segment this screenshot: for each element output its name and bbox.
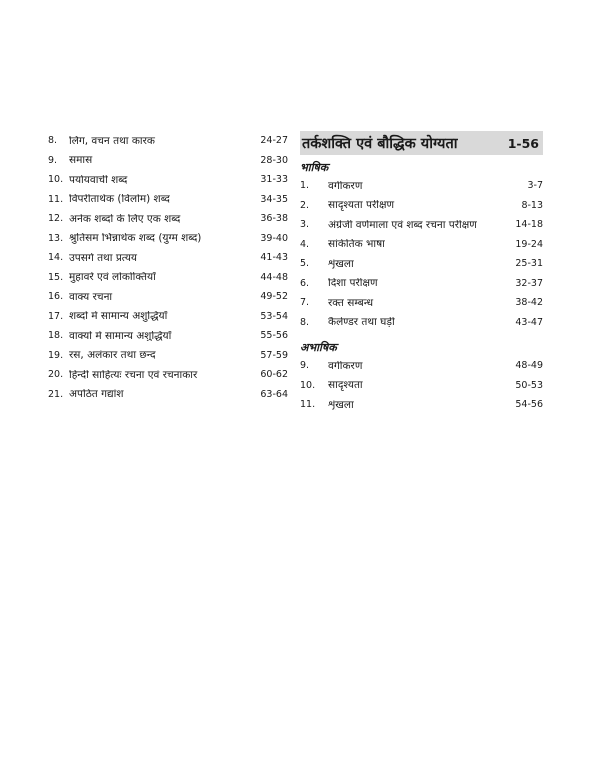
toc-row [300,215,543,235]
item-pages: 24-27 [260,135,288,146]
item-number: 15. [48,271,64,283]
toc-row [300,313,543,333]
toc-row [300,395,543,415]
item-pages: 50-53 [515,379,543,391]
item-title: अनेक शब्दों के लिए एक शब्द [69,213,181,224]
item-number: 5. [300,258,310,269]
toc-left-column [48,131,288,404]
item-pages: 25-31 [515,258,543,269]
item-title: अपठित गद्यांश [69,389,124,400]
item-number: 3. [300,219,310,230]
item-title: श्रुतिसम भिन्नार्थक शब्द (युग्म शब्द) [69,233,202,244]
item-number: 17. [48,310,64,322]
item-title: अंग्रेजी वर्णमाला एवं शब्द रचना परीक्षण [328,219,477,230]
item-pages: 38-42 [515,297,543,308]
toc-row [48,268,288,288]
item-title: सादृश्यता [328,380,363,391]
item-number: 7. [300,297,310,308]
item-title: पर्यायवाची शब्द [69,174,128,185]
item-number: 10. [48,174,64,185]
toc-row [48,326,288,346]
item-title: सादृश्यता परीक्षण [328,200,395,211]
item-number: 20. [48,369,64,380]
toc-row [48,131,288,151]
item-pages: 54-56 [515,399,543,410]
item-number: 4. [300,238,310,250]
item-title: रक्त सम्बन्ध [328,297,374,308]
item-title: शृंखला [328,399,354,410]
item-title: समास [69,155,93,166]
item-number: 6. [300,277,310,289]
item-title: हिन्दी साहित्यः रचना एवं रचनाकार [69,369,198,380]
section-page-range: 1-56 [507,135,539,151]
nonverbal-subheading: अभाषिक [300,340,337,354]
item-number: 14. [48,252,64,263]
item-pages: 3-7 [527,180,543,191]
item-pages: 31-33 [260,174,288,185]
toc-row [300,356,543,376]
toc-row [300,235,543,255]
item-pages: 57-59 [260,349,288,361]
item-number: 8. [300,316,310,328]
item-pages: 39-40 [260,232,288,244]
toc-row [300,293,543,313]
item-pages: 32-37 [515,277,543,289]
section-title: तर्कशक्ति एवं बौद्धिक योग्यता [302,136,458,152]
item-number: 21. [48,388,64,400]
item-number: 10. [300,379,316,391]
item-number: 19. [48,349,64,361]
item-pages: 19-24 [515,238,543,250]
item-title: वाक्य रचना [69,291,113,302]
toc-row [300,176,543,196]
item-number: 16. [48,291,64,302]
item-pages: 49-52 [260,291,288,302]
item-number: 11. [48,193,64,205]
item-pages: 36-38 [260,213,288,224]
item-pages: 44-48 [260,271,288,283]
item-number: 13. [48,232,64,244]
item-pages: 34-35 [260,193,288,205]
item-title: शृंखला [328,258,354,269]
item-pages: 60-62 [260,369,288,380]
item-title: वाक्यों में सामान्य अशुद्धियाँ [69,330,172,341]
toc-row [48,170,288,190]
item-number: 2. [300,199,310,211]
item-pages: 55-56 [260,330,288,341]
item-title: रस, अलंकार तथा छन्द [69,350,156,361]
item-title: सांकेतिक भाषा [328,239,385,250]
item-pages: 53-54 [260,310,288,322]
item-pages: 43-47 [515,316,543,328]
verbal-subheading: भाषिक [300,160,329,174]
item-pages: 63-64 [260,388,288,400]
toc-row [48,190,288,210]
nonverbal-list [300,356,543,415]
toc-row [48,307,288,327]
reasoning-section-header [300,131,543,155]
toc-row [48,365,288,385]
item-pages: 41-43 [260,252,288,263]
toc-row [48,209,288,229]
item-number: 1. [300,180,310,191]
item-pages: 48-49 [515,360,543,371]
toc-row [48,385,288,405]
item-title: लिंग, वचन तथा कारक [69,135,155,146]
item-title: दिशा परीक्षण [328,278,378,289]
item-title: वर्गीकरण [328,360,363,371]
item-title: वर्गीकरण [328,180,363,191]
item-title: विपरीतार्थक (विलोम) शब्द [69,194,170,205]
item-number: 18. [48,330,64,341]
item-title: मुहावरे एवं लोकोक्तियाँ [69,272,156,283]
item-number: 8. [48,135,58,146]
toc-row [48,346,288,366]
toc-row [300,376,543,396]
toc-row [48,248,288,268]
toc-row [300,254,543,274]
toc-row [300,196,543,216]
item-title: कैलेण्डर तथा घड़ी [328,317,395,328]
item-pages: 14-18 [515,219,543,230]
item-title: शब्दों में सामान्य अशुद्धियाँ [69,311,168,322]
item-pages: 8-13 [521,199,543,211]
toc-right-column [300,131,543,415]
verbal-list [300,176,543,332]
item-number: 9. [48,154,58,166]
toc-row [48,229,288,249]
item-pages: 28-30 [260,154,288,166]
toc-row [48,287,288,307]
item-title: उपसर्ग तथा प्रत्यय [69,252,138,263]
item-number: 9. [300,360,310,371]
item-number: 12. [48,213,64,224]
toc-row [48,151,288,171]
item-number: 11. [300,399,316,410]
toc-row [300,274,543,294]
